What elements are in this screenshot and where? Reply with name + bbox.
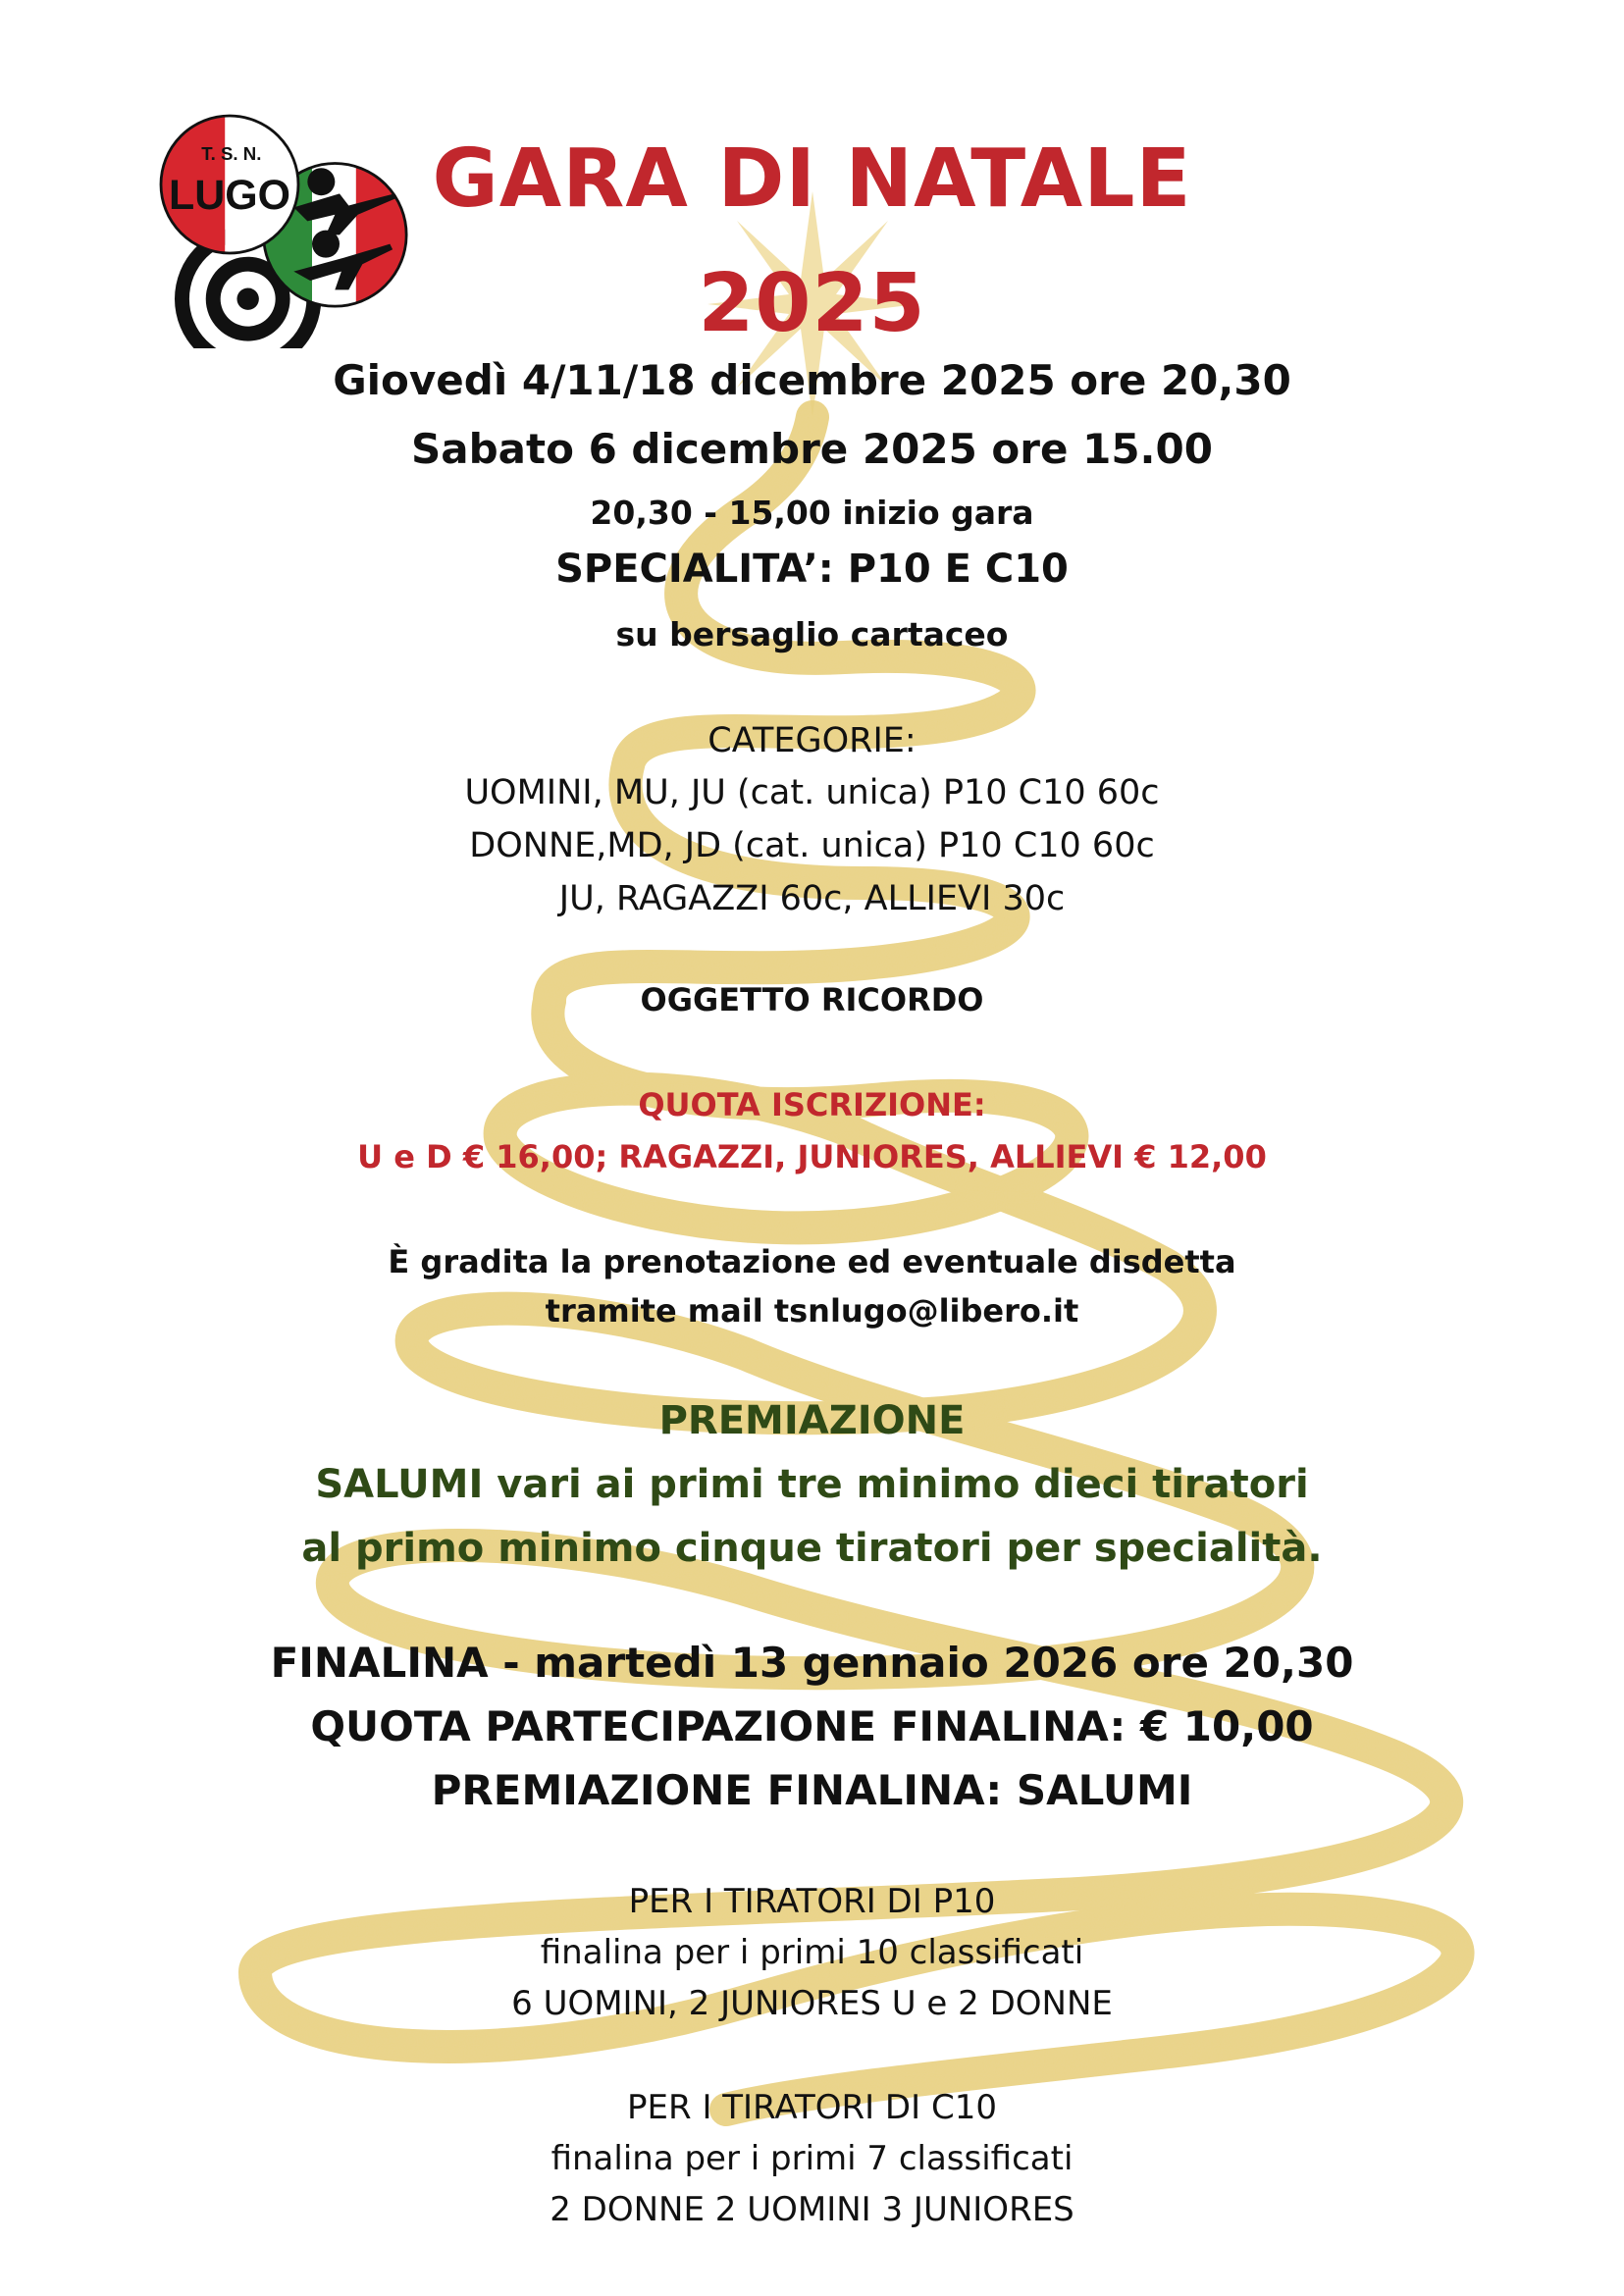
awards-heading: PREMIAZIONE [658,1398,966,1443]
svg-text:LUGO: LUGO [169,172,290,220]
souvenir: OGGETTO RICORDO [640,981,984,1018]
svg-text:T. S. N.: T. S. N. [201,142,262,164]
final-c10-line-1: finalina per i primi 7 classificati [550,2139,1074,2178]
final-p10-line-2: 6 UOMINI, 2 JUNIORES U e 2 DONNE [511,1984,1113,2023]
final-c10-heading: PER I TIRATORI DI C10 [627,2088,997,2127]
final-c10-line-2: 2 DONNE 2 UOMINI 3 JUNIORES [550,2190,1074,2229]
booking-email: tramite mail tsnlugo@libero.it [545,1292,1079,1330]
categories-heading: CATEGORIE: [707,721,917,760]
final-p10-line-1: finalina per i primi 10 classificati [540,1933,1084,1972]
target-type: su bersaglio cartaceo [615,615,1009,653]
final-date: FINALINA - martedì 13 gennaio 2026 ore 20,30 [270,1639,1354,1687]
fee-detail: U e D € 16,00; RAGAZZI, JUNIORES, ALLIEVI € 12,00 [357,1138,1267,1175]
awards-line-1: SALUMI vari ai primi tre minimo dieci tiratori [315,1462,1309,1507]
start-time: 20,30 - 15,00 inizio gara [590,494,1034,532]
tsn-lugo-logo [147,103,422,348]
final-p10-heading: PER I TIRATORI DI P10 [628,1882,996,1921]
schedule-saturday: Sabato 6 dicembre 2025 ore 15.00 [411,425,1213,473]
specialty-heading: SPECIALITA’: P10 E C10 [555,547,1069,592]
schedule-weekday: Giovedì 4/11/18 dicembre 2025 ore 20,30 [333,356,1291,404]
final-prize: PREMIAZIONE FINALINA: SALUMI [431,1766,1193,1814]
category-item: UOMINI, MU, JU (cat. unica) P10 C10 60c [464,773,1160,812]
awards-line-2: al primo minimo cinque tiratori per specialità. [301,1526,1323,1571]
fee-heading: QUOTA ISCRIZIONE: [638,1086,986,1123]
category-item: JU, RAGAZZI 60c, ALLIEVI 30c [558,879,1066,918]
booking-note: È gradita la prenotazione ed eventuale disdetta [388,1243,1236,1280]
title-line-1: GARA DI NATALE [432,132,1192,226]
final-fee: QUOTA PARTECIPAZIONE FINALINA: € 10,00 [310,1702,1314,1750]
category-item: DONNE,MD, JD (cat. unica) P10 C10 60c [469,826,1155,865]
title-line-2: 2025 [698,257,926,350]
